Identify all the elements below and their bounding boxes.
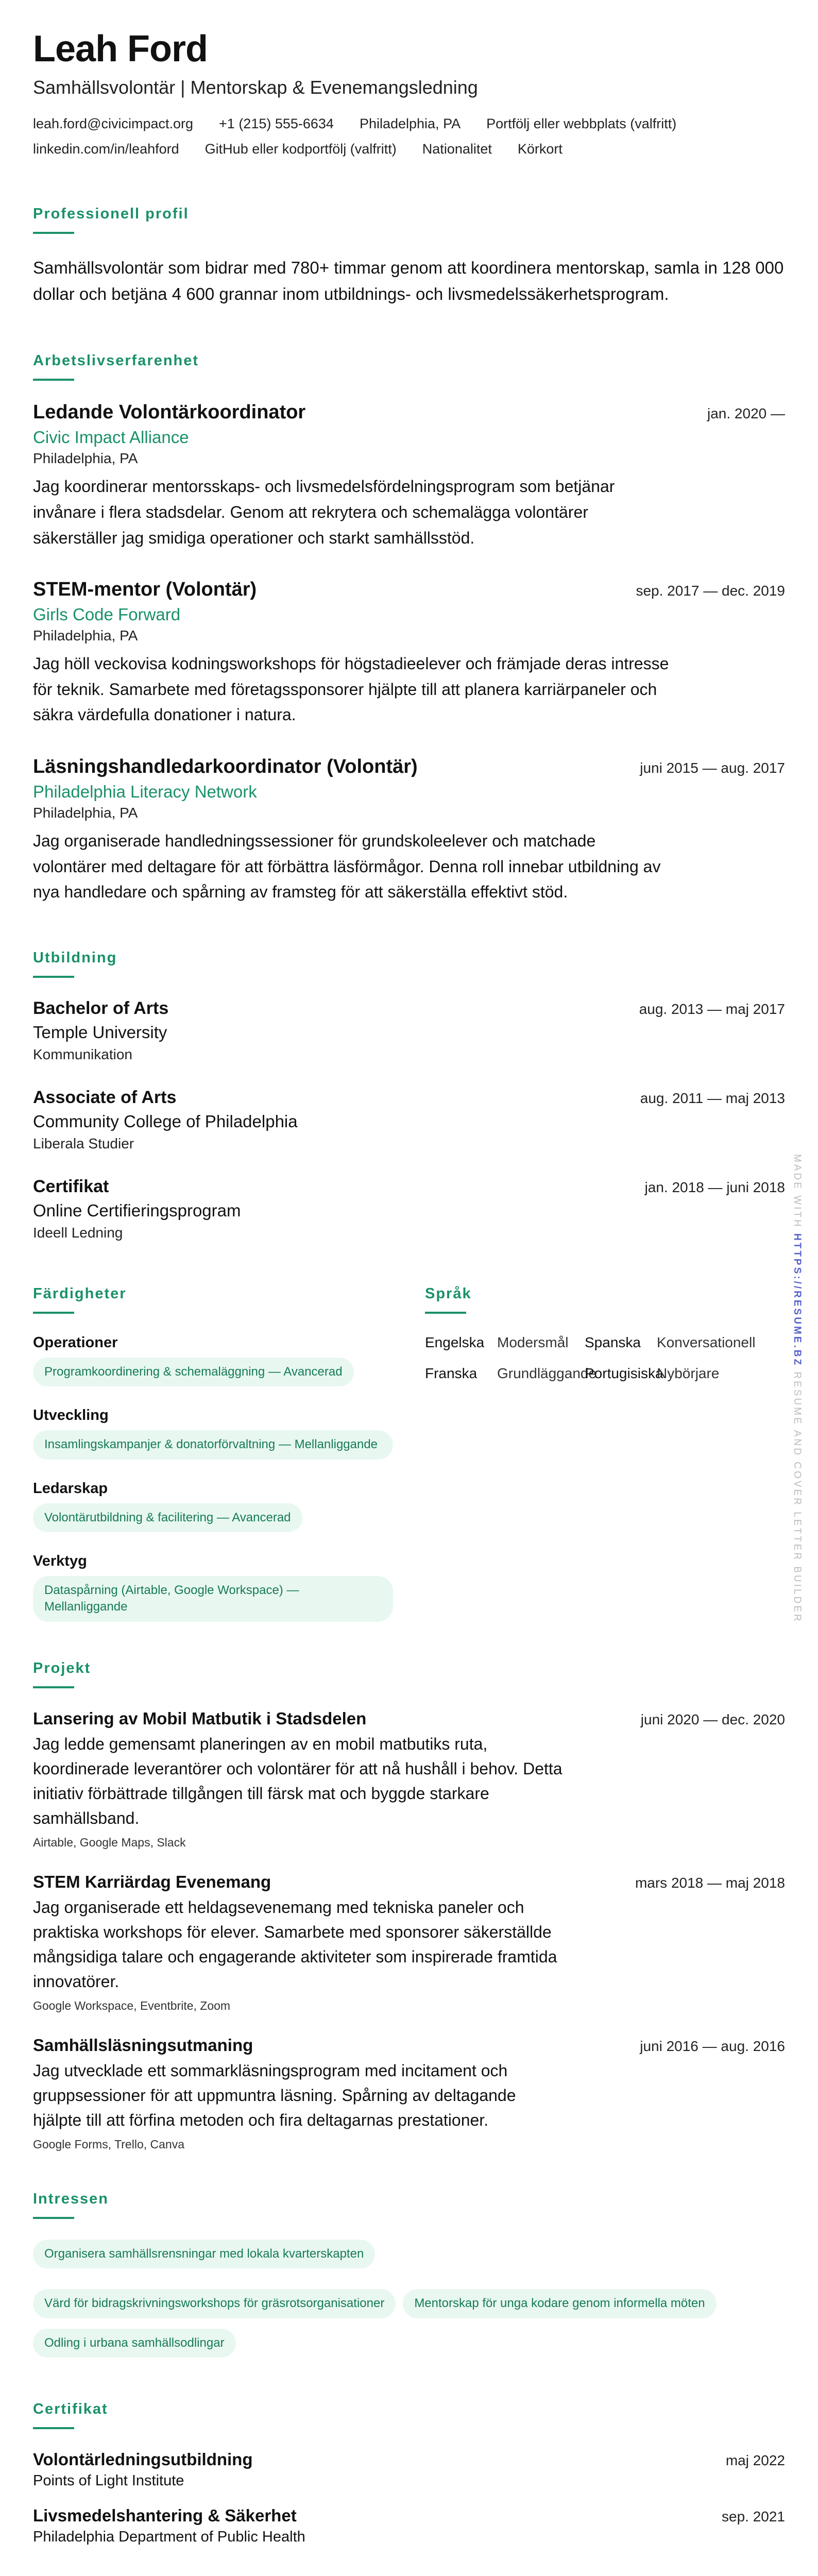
section-title: Intressen bbox=[33, 2190, 109, 2207]
education-section bbox=[33, 950, 785, 1241]
section-title: Professionell profil bbox=[33, 206, 189, 223]
education-item bbox=[33, 998, 785, 1063]
education-item bbox=[33, 1088, 785, 1152]
project-date: juni 2020 — dec. 2020 bbox=[640, 1711, 785, 1727]
skill-category: Operationer bbox=[33, 1334, 118, 1351]
projects-section bbox=[33, 1660, 785, 2151]
project-date: juni 2016 — aug. 2016 bbox=[640, 2038, 785, 2054]
school-name: Online Certifieringsprogram bbox=[33, 1200, 241, 1220]
job-location: Philadelphia, PA bbox=[33, 450, 138, 467]
job-location: Philadelphia, PA bbox=[33, 628, 138, 644]
project-name: STEM Karriärdag Evenemang bbox=[33, 1872, 271, 1891]
language-level: Konversationell bbox=[657, 1334, 756, 1350]
section-divider bbox=[33, 1312, 74, 1314]
job-date: sep. 2017 — dec. 2019 bbox=[636, 583, 785, 599]
job-title: Läsningshandledarkoordinator (Volontär) bbox=[33, 756, 418, 778]
section-title: Certifikat bbox=[33, 2400, 108, 2417]
language-name: Engelska bbox=[425, 1334, 485, 1350]
profile-section bbox=[33, 206, 785, 307]
skill-group bbox=[33, 1480, 393, 1532]
interest-pill: Värd för bidragskrivningsworkshops för gräsrotsorganisationer bbox=[33, 2289, 396, 2318]
skill-pill: Insamlingskampanjer & donatorförvaltning — Mellanliggande bbox=[33, 1430, 393, 1459]
interest-pill: Organisera samhällsrensningar med lokala kvarterskapten bbox=[33, 2240, 375, 2268]
contact-nationality: Nationalitet bbox=[422, 141, 492, 157]
contact-email[interactable]: leah.ford@civicimpact.org bbox=[33, 116, 194, 132]
certificate-name: Livsmedelshantering & Säkerhet bbox=[33, 2505, 297, 2525]
contact-portfolio[interactable]: Portfölj eller webbplats (valfritt) bbox=[486, 116, 677, 132]
headline: Samhällsvolontär | Mentorskap & Evenemangsledning bbox=[33, 77, 478, 98]
project-description: Jag ledde gemensamt planeringen av en mobil matbutiks ruta, koordinerade leverantörer och volontärer för att nå hushåll i behov. Detta initiativ förbättrade tillgången till färsk mat och byggde starkare samhällsband. bbox=[33, 1734, 563, 1827]
skill-pill: Programkoordinering & schemaläggning — Avancerad bbox=[33, 1358, 354, 1386]
candidate-name: Leah Ford bbox=[33, 28, 208, 70]
section-divider bbox=[425, 1312, 466, 1314]
experience-item bbox=[33, 401, 785, 551]
certificate-name: Volontärledningsutbildning bbox=[33, 2449, 253, 2469]
skills-languages-section bbox=[33, 1285, 785, 1622]
experience-section bbox=[33, 352, 785, 905]
education-item bbox=[33, 1177, 785, 1241]
school-name: Community College of Philadelphia bbox=[33, 1111, 298, 1131]
profile-summary: Samhällsvolontär som bidrar med 780+ timmar genom att koordinera mentorskap, samla in 128 000 dollar och betjäna 4 600 grannar inom utbildnings- och livsmedelssäkerhetsprogram. bbox=[33, 258, 784, 304]
language-level: Nybörjare bbox=[657, 1365, 720, 1381]
section-divider bbox=[33, 379, 74, 381]
school-name: Temple University bbox=[33, 1022, 167, 1042]
section-divider bbox=[33, 232, 74, 234]
resume-header bbox=[33, 29, 785, 157]
job-location: Philadelphia, PA bbox=[33, 805, 138, 821]
project-date: mars 2018 — maj 2018 bbox=[635, 1874, 785, 1891]
contact-phone[interactable]: +1 (215) 555-6634 bbox=[219, 116, 334, 132]
project-item bbox=[33, 1709, 785, 1850]
job-description: Jag organiserade handledningssessioner för grundskoleelever och matchade volontärer med deltagare för att förbättra läsförmågor. Denna roll innebar utbildning av nya handledare och spårning av framsteg för att säkerställa effektivt stöd. bbox=[33, 832, 661, 902]
section-title: Arbetslivserfarenhet bbox=[33, 352, 199, 369]
watermark-link[interactable]: HTTPS://RESUME.BZ bbox=[792, 1233, 803, 1367]
education-date: aug. 2011 — maj 2013 bbox=[640, 1090, 785, 1106]
job-date: jan. 2020 — bbox=[707, 405, 785, 422]
skill-group bbox=[33, 1407, 393, 1459]
language-list bbox=[425, 1334, 785, 1382]
section-divider bbox=[33, 2217, 74, 2219]
skill-pill: Dataspårning (Airtable, Google Workspace) — Mellanliggande bbox=[33, 1576, 393, 1622]
languages-column bbox=[425, 1285, 785, 1622]
project-tools: Airtable, Google Maps, Slack bbox=[33, 1835, 186, 1849]
certificates-section bbox=[33, 2401, 785, 2546]
watermark-prefix: MADE WITH bbox=[792, 1154, 803, 1229]
resume bbox=[33, 29, 785, 2546]
contact-github[interactable]: GitHub eller kodportfölj (valfritt) bbox=[204, 141, 397, 157]
interest-list bbox=[33, 2240, 785, 2358]
language-level: Grundläggande bbox=[497, 1365, 597, 1381]
project-tools: Google Workspace, Eventbrite, Zoom bbox=[33, 1998, 231, 2012]
education-date: jan. 2018 — juni 2018 bbox=[644, 1179, 785, 1195]
section-title: Projekt bbox=[33, 1659, 91, 1676]
education-date: aug. 2013 — maj 2017 bbox=[639, 1001, 785, 1017]
job-title: Ledande Volontärkoordinator bbox=[33, 401, 306, 423]
contact-location: Philadelphia, PA bbox=[359, 116, 461, 132]
language-level: Modersmål bbox=[497, 1334, 569, 1350]
project-description: Jag utvecklade ett sommarkläsningsprogram med incitament och gruppsessioner för att uppmuntra läsning. Spårning av deltagande hjälpte till att förfina metoden och fira deltagarnas prestationer. bbox=[33, 2061, 516, 2129]
contact-license: Körkort bbox=[517, 141, 563, 157]
project-item bbox=[33, 2036, 785, 2151]
section-divider bbox=[33, 976, 74, 978]
interest-pill: Odling i urbana samhällsodlingar bbox=[33, 2329, 236, 2358]
job-date: juni 2015 — aug. 2017 bbox=[640, 760, 785, 776]
certificate-date: sep. 2021 bbox=[722, 2508, 785, 2524]
skill-group bbox=[33, 1553, 393, 1622]
field-of-study: Liberala Studier bbox=[33, 1135, 134, 1151]
certificate-item bbox=[33, 2506, 785, 2546]
section-divider bbox=[33, 2427, 74, 2429]
section-divider bbox=[33, 1686, 74, 1688]
language-name: Spanska bbox=[585, 1334, 641, 1350]
contact-linkedin[interactable]: linkedin.com/in/leahford bbox=[33, 141, 179, 157]
section-title: Färdigheter bbox=[33, 1285, 127, 1302]
field-of-study: Kommunikation bbox=[33, 1046, 132, 1062]
job-organization: Girls Code Forward bbox=[33, 605, 181, 624]
language-name: Portugisiska bbox=[585, 1365, 663, 1381]
degree: Bachelor of Arts bbox=[33, 998, 169, 1018]
experience-item bbox=[33, 579, 785, 728]
skill-category: Utveckling bbox=[33, 1407, 109, 1424]
skill-group bbox=[33, 1334, 393, 1386]
project-tools: Google Forms, Trello, Canva bbox=[33, 2137, 185, 2151]
skill-category: Ledarskap bbox=[33, 1480, 108, 1497]
degree: Associate of Arts bbox=[33, 1087, 177, 1107]
project-description: Jag organiserade ett heldagsevenemang med tekniska paneler och praktiska workshops för elever. Samarbete med sponsorer säkerställde mångsidiga talare och engagerande aktiviteter som inspirerade framtida innovatörer. bbox=[33, 1897, 557, 1991]
made-with-watermark bbox=[792, 1154, 803, 1623]
interests-section bbox=[33, 2191, 785, 2358]
job-organization: Philadelphia Literacy Network bbox=[33, 782, 257, 802]
watermark-suffix: RESUME AND COVER LETTER BUILDER bbox=[792, 1371, 803, 1623]
job-title: STEM-mentor (Volontär) bbox=[33, 579, 257, 601]
interest-pill: Mentorskap för unga kodare genom informella möten bbox=[403, 2289, 716, 2318]
language-name: Franska bbox=[425, 1365, 478, 1381]
skill-category: Verktyg bbox=[33, 1552, 87, 1569]
certificate-issuer: Philadelphia Department of Public Health bbox=[33, 2528, 305, 2545]
section-title: Utbildning bbox=[33, 949, 117, 966]
project-name: Samhällsläsningsutmaning bbox=[33, 2035, 253, 2055]
experience-item bbox=[33, 756, 785, 905]
project-item bbox=[33, 1872, 785, 2013]
contact-list bbox=[33, 116, 785, 157]
certificate-item bbox=[33, 2450, 785, 2489]
job-organization: Civic Impact Alliance bbox=[33, 428, 189, 447]
field-of-study: Ideell Ledning bbox=[33, 1224, 123, 1241]
job-description: Jag koordinerar mentorsskaps- och livsmedelsfördelningsprogram som betjänar invånare i flera stadsdelar. Genom att rekrytera och schemalägga volontärer säkerställer jag smidiga operationer och starkt samhällsstöd. bbox=[33, 477, 615, 547]
degree: Certifikat bbox=[33, 1176, 109, 1196]
skill-pill: Volontärutbildning & facilitering — Avancerad bbox=[33, 1503, 302, 1532]
job-description: Jag höll veckovisa kodningsworkshops för högstadieelever och främjade deras intresse för teknik. Samarbete med företagssponsorer hjälpte till att planera karriärpaneler och säkra värdefulla donationer i natura. bbox=[33, 654, 669, 724]
certificate-issuer: Points of Light Institute bbox=[33, 2472, 184, 2489]
certificate-date: maj 2022 bbox=[725, 2452, 785, 2468]
skills-column bbox=[33, 1285, 393, 1622]
project-name: Lansering av Mobil Matbutik i Stadsdelen bbox=[33, 1708, 367, 1728]
section-title: Språk bbox=[425, 1285, 472, 1302]
